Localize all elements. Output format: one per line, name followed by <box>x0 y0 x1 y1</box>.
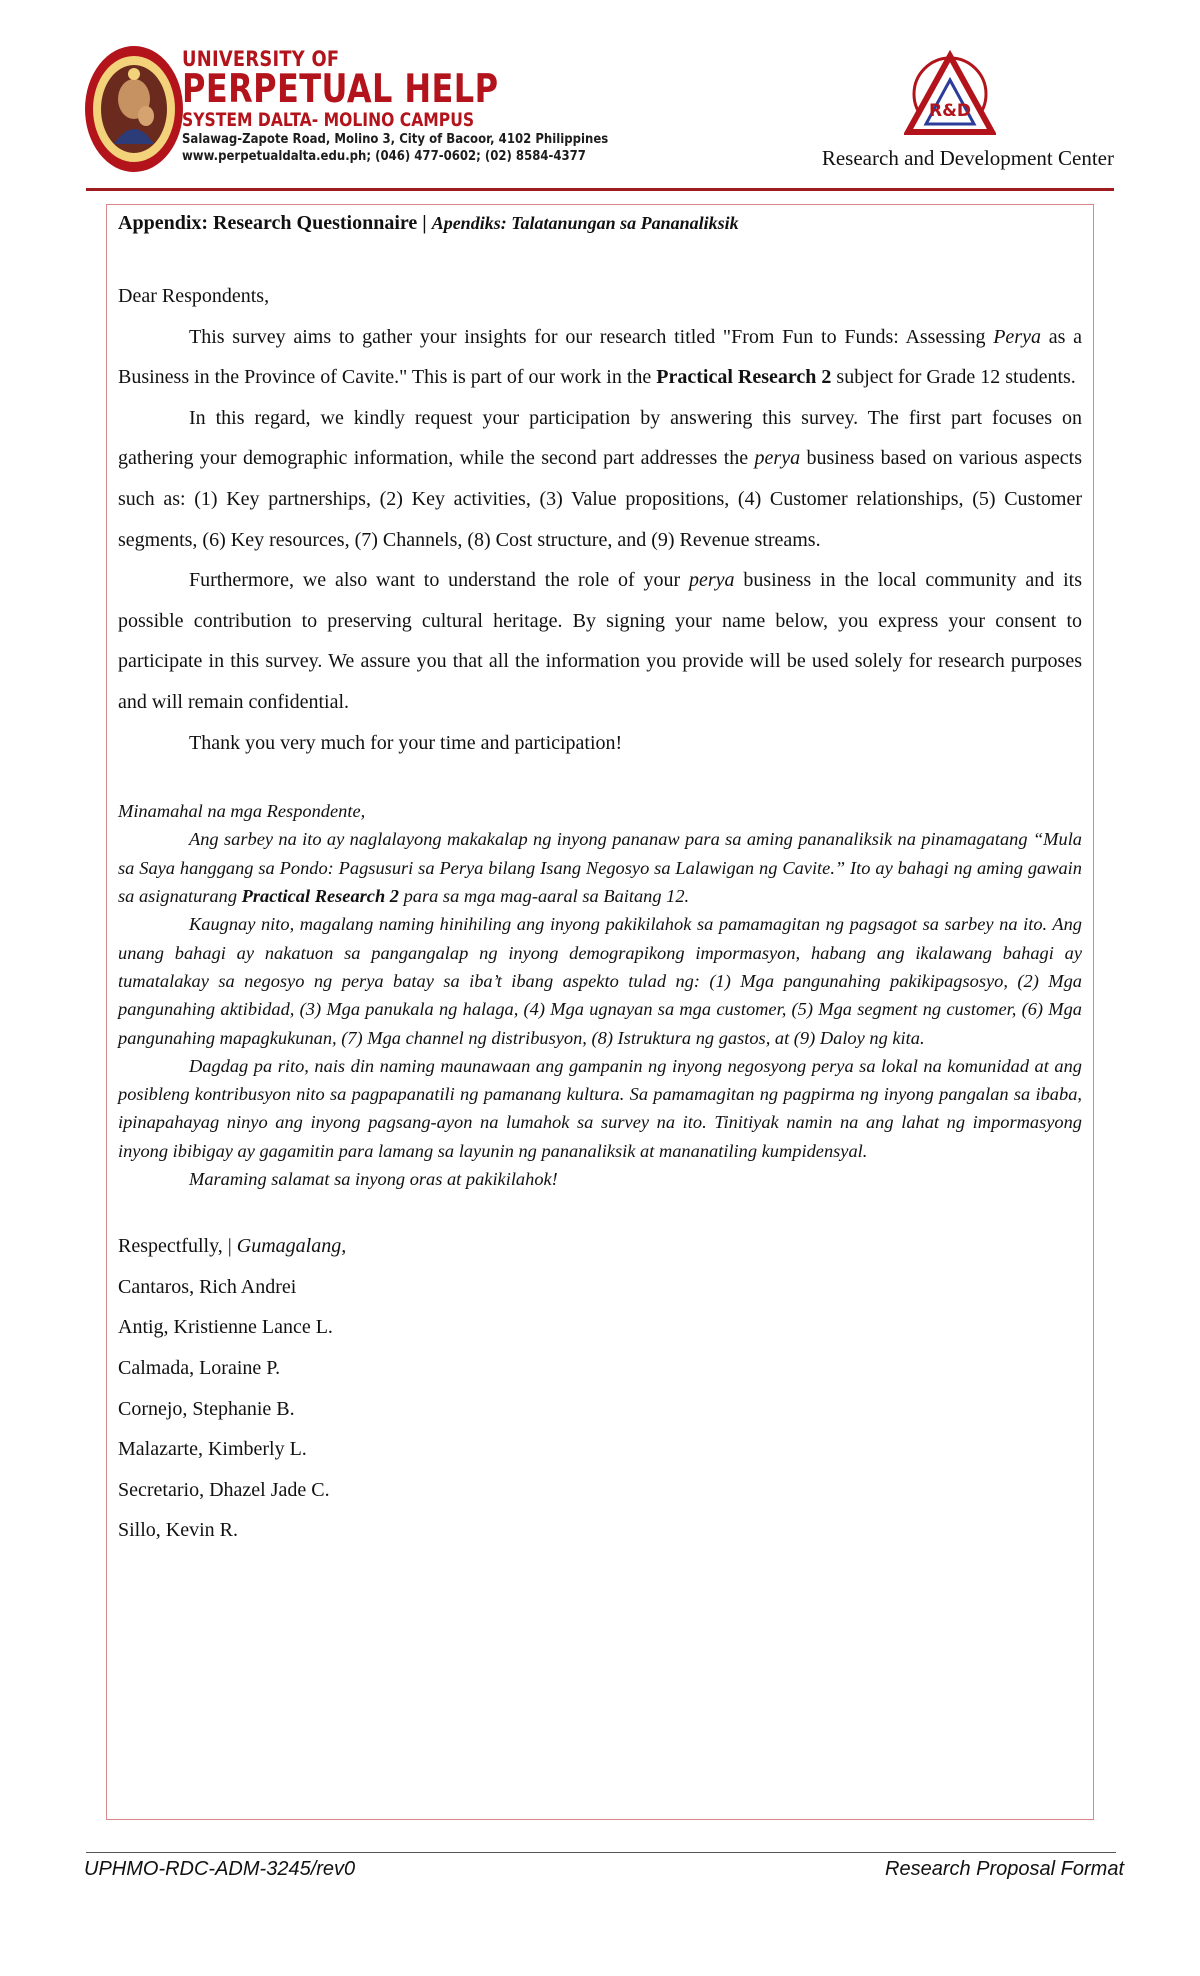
paragraph-en-3: Furthermore, we also want to understand the role of your perya business in the local community and its possible contribution to preserving cultural heritage. By signing your name below, you express your consent to participate in this survey. We assure you that all the information you provide will be used solely for research purposes and will remain confidential. <box>118 569 1082 713</box>
author-name: Cornejo, Stephanie B. <box>118 1397 295 1420</box>
university-contact: www.perpetualdalta.edu.ph; (046) 477-0602; (02) 8584-4377 <box>182 149 586 164</box>
campus-name: SYSTEM DALTA- MOLINO CAMPUS <box>182 109 475 131</box>
paragraph-tl-1: Ang sarbey na ito ay naglalayong makakalap ng inyong pananaw para sa aming pananaliksik na pinamagatang “Mula sa Saya hanggang sa Pondo: Pagsusuri sa Perya bilang Isang Negosyo sa Lalawigan ng Cavite.” Ito ay bahagi ng aming gawain sa asignaturang Practical Research 2 para sa mga mag-aaral sa Baitang 12. <box>118 829 1082 907</box>
salutation-filipino: Minamahal na mga Respondente, <box>118 801 366 822</box>
letter-english <box>118 276 1082 763</box>
university-seal-logo <box>84 44 184 174</box>
page-header <box>84 44 1114 194</box>
format-label: Research Proposal Format <box>885 1858 1124 1880</box>
university-name-line2: PERPETUAL HELP <box>182 67 499 112</box>
paragraph-en-1: This survey aims to gather your insights for our research titled "From Fun to Funds: Assessing Perya as a Business in the Province of Cavite." This is part of our work in the Practical Research 2 subject for Grade 12 students. <box>118 325 1082 389</box>
author-name: Malazarte, Kimberly L. <box>118 1438 307 1461</box>
appendix-title-filipino: Apendiks: Talatanungan sa Pananaliksik <box>431 213 739 233</box>
paragraph-tl-4: Maraming salamat sa inyong oras at pakikilahok! <box>189 1168 558 1189</box>
paragraph-tl-2: Kaugnay nito, magalang naming hinihiling ang inyong pakikilahok sa pamamagitan ng pagsagot sa sarbey na ito. Ang unang bahagi ay nakatuon sa pangangalap ng inyong demograpikong impormasyon, habang ang ikalawang bahagi ay tumatalakay sa negosyo ng perya batay sa iba’t ibang aspekto tulad ng: (1) Mga pangunahing pakikipagsosyo, (2) Mga pangunahing aktibidad, (3) Mga panukala ng halaga, (4) Mga ugnayan sa mga customer, (5) Mga segment ng customer, (6) Mga pangunahing mapagkukunan, (7) Mga channel ng distribusyon, (8) Istruktura ng gastos, at (9) Daloy ng kita. <box>118 914 1082 1048</box>
appendix-title-english: Appendix: Research Questionnaire | <box>118 212 427 234</box>
appendix-title <box>118 208 1082 238</box>
author-name: Sillo, Kevin R. <box>118 1519 239 1542</box>
footer-divider <box>86 1852 1116 1853</box>
author-name: Secretario, Dhazel Jade C. <box>118 1478 330 1501</box>
author-name: Cantaros, Rich Andrei <box>118 1275 297 1298</box>
salutation-english: Dear Respondents, <box>118 285 270 307</box>
closing: Respectfully, | Gumagalang, <box>118 1235 347 1258</box>
university-name-block <box>182 48 702 165</box>
author-name: Antig, Kristienne Lance L. <box>118 1316 333 1339</box>
document-code: UPHMO-RDC-ADM-3245/rev0 <box>84 1858 356 1880</box>
author-name: Calmada, Loraine P. <box>118 1357 281 1380</box>
header-divider <box>86 188 1114 191</box>
university-address: Salawag-Zapote Road, Molino 3, City of Bacoor, 4102 Philippines <box>182 132 609 147</box>
page-content <box>118 208 1082 1551</box>
signature-block <box>118 1226 1082 1551</box>
paragraph-en-2: In this regard, we kindly request your participation by answering this survey. The first part focuses on gathering your demographic information, while the second part addresses the perya business based on various aspects such as: (1) Key partnerships, (2) Key activities, (3) Value propositions, (4) Customer relationships, (5) Customer segments, (6) Key resources, (7) Channels, (8) Cost structure, and (9) Revenue streams. <box>118 406 1082 551</box>
paragraph-tl-3: Dagdag pa rito, nais din naming maunawaan ang gampanin ng inyong negosyong perya sa lokal na komunidad at ang posibleng kontribusyon nito sa pagpapanatili ng pamanang kultura. Sa pamamagitan ng pagpirma ng inyong pangalan sa ibaba, ipinapahayag ninyo ang inyong pagsang-ayon na lumahok sa survey na ito. Tinitiyak namin na ang lahat ng impormasyong inyong ibibigay ay gagamitin para lamang sa layunin ng pananaliksik at mananatiling kumpidensyal. <box>118 1055 1082 1161</box>
university-name-line1: UNIVERSITY OF <box>182 47 340 71</box>
letter-filipino <box>118 797 1082 1193</box>
research-development-logo <box>904 50 996 142</box>
center-label: Research and Development Center <box>821 146 1114 170</box>
svg-text:R&D: R&D <box>928 101 972 121</box>
paragraph-en-4: Thank you very much for your time and participation! <box>189 731 623 754</box>
